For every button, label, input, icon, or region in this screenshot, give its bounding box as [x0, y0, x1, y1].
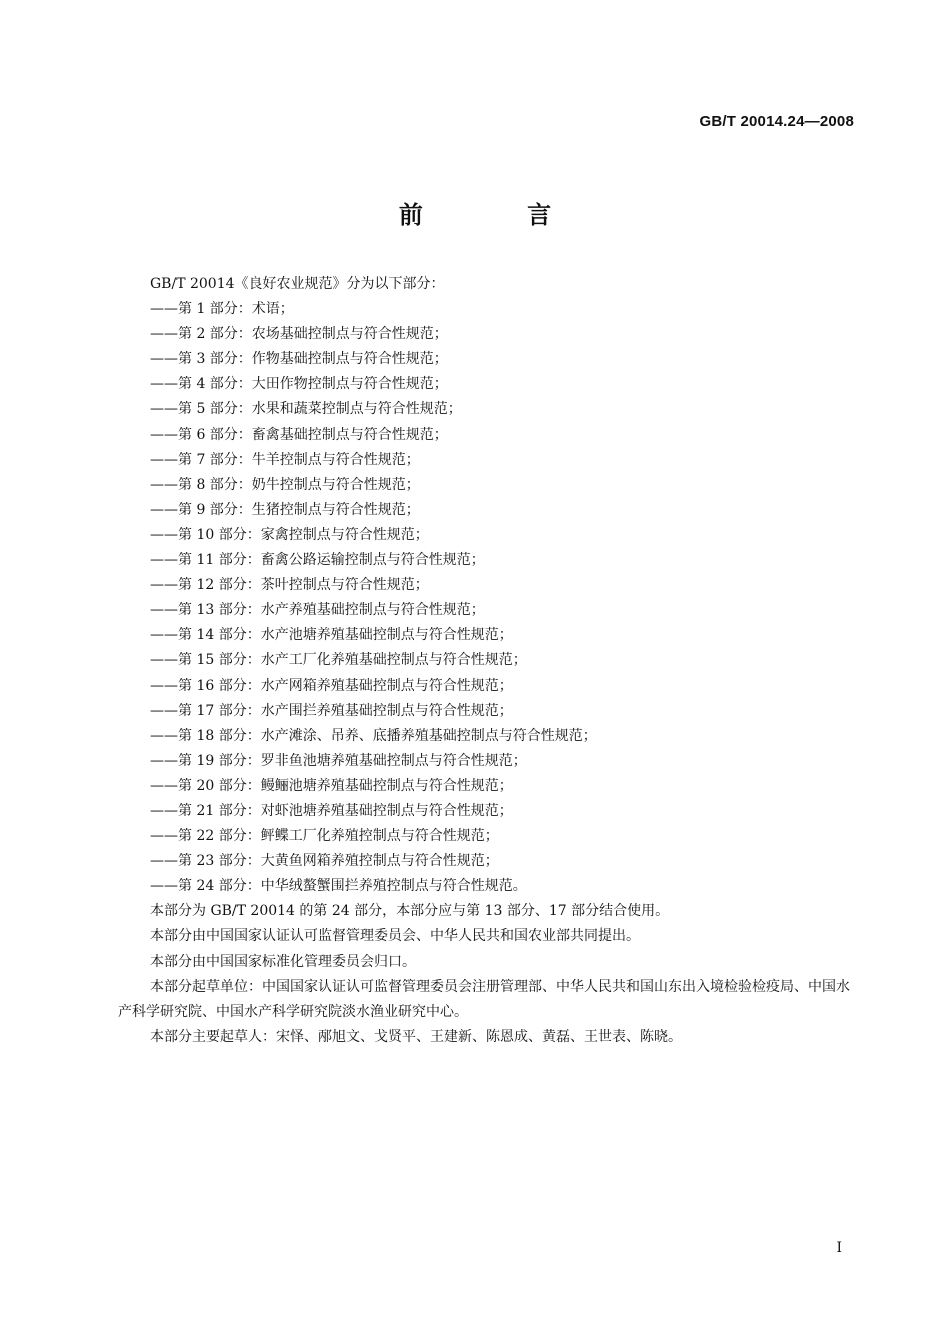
part-item: ——第 13 部分：水产养殖基础控制点与符合性规范；: [150, 602, 485, 619]
part-item: ——第 15 部分：水产工厂化养殖基础控制点与符合性规范；: [150, 652, 527, 669]
part-item: ——第 16 部分：水产网箱养殖基础控制点与符合性规范；: [150, 677, 513, 694]
part-item: ——第 11 部分：畜禽公路运输控制点与符合性规范；: [150, 552, 485, 569]
part-item: ——第 19 部分：罗非鱼池塘养殖基础控制点与符合性规范；: [150, 752, 527, 769]
part-item: ——第 5 部分：水果和蔬菜控制点与符合性规范；: [150, 401, 462, 418]
part-item: ——第 23 部分：大黄鱼网箱养殖控制点与符合性规范；: [150, 853, 499, 870]
part-item: ——第 3 部分：作物基础控制点与符合性规范；: [150, 351, 448, 368]
parts-list: [118, 297, 863, 899]
part-item: ——第 12 部分：茶叶控制点与符合性规范；: [150, 577, 429, 594]
intro-line: GB/T 20014《良好农业规范》分为以下部分：: [150, 276, 445, 292]
part-item: ——第 9 部分：生猪控制点与符合性规范；: [150, 501, 420, 518]
paragraph-scope: 本部分为 GB/T 20014 的第 24 部分，本部分应与第 13 部分、17 部分结合使用。: [150, 903, 670, 920]
part-item: ——第 8 部分：奶牛控制点与符合性规范；: [150, 476, 420, 493]
paragraph-drafting-units: 本部分起草单位：中国国家认证认可监督管理委员会注册管理部、中华人民共和国山东出入境检验检疫局、中国水产科学研究院、中国水产科学研究院淡水渔业研究中心。: [118, 978, 850, 1020]
part-item: ——第 17 部分：水产围拦养殖基础控制点与符合性规范；: [150, 702, 513, 719]
page-number: I: [836, 1240, 842, 1256]
part-item: ——第 21 部分：对虾池塘养殖基础控制点与符合性规范；: [150, 802, 513, 819]
part-item: ——第 4 部分：大田作物控制点与符合性规范；: [150, 376, 448, 393]
part-item: ——第 10 部分：家禽控制点与符合性规范；: [150, 526, 429, 543]
standard-code: GB/T 20014.24—2008: [699, 113, 854, 130]
paragraph-administrator: 本部分由中国国家标准化管理委员会归口。: [150, 953, 416, 970]
part-item: ——第 1 部分：术语；: [150, 301, 294, 318]
paragraph-proposer: 本部分由中国国家认证认可监督管理委员会、中华人民共和国农业部共同提出。: [150, 928, 640, 945]
part-item: ——第 20 部分：鳗鲡池塘养殖基础控制点与符合性规范；: [150, 777, 513, 794]
page-title: 前 言: [398, 201, 600, 229]
part-item: ——第 24 部分：中华绒螯蟹围拦养殖控制点与符合性规范。: [150, 878, 527, 895]
part-item: ——第 2 部分：农场基础控制点与符合性规范；: [150, 326, 448, 343]
part-item: ——第 18 部分：水产滩涂、吊养、底播养殖基础控制点与符合性规范；: [150, 727, 597, 744]
foreword-body: [118, 272, 863, 1050]
part-item: ——第 14 部分：水产池塘养殖基础控制点与符合性规范；: [150, 627, 513, 644]
part-item: ——第 7 部分：牛羊控制点与符合性规范；: [150, 451, 420, 468]
part-item: ——第 6 部分：畜禽基础控制点与符合性规范；: [150, 426, 448, 443]
part-item: ——第 22 部分：鲆鲽工厂化养殖控制点与符合性规范；: [150, 828, 499, 845]
paragraph-drafters: 本部分主要起草人：宋怿、邴旭文、戈贤平、王建新、陈恩成、黄磊、王世表、陈晓。: [150, 1028, 682, 1045]
